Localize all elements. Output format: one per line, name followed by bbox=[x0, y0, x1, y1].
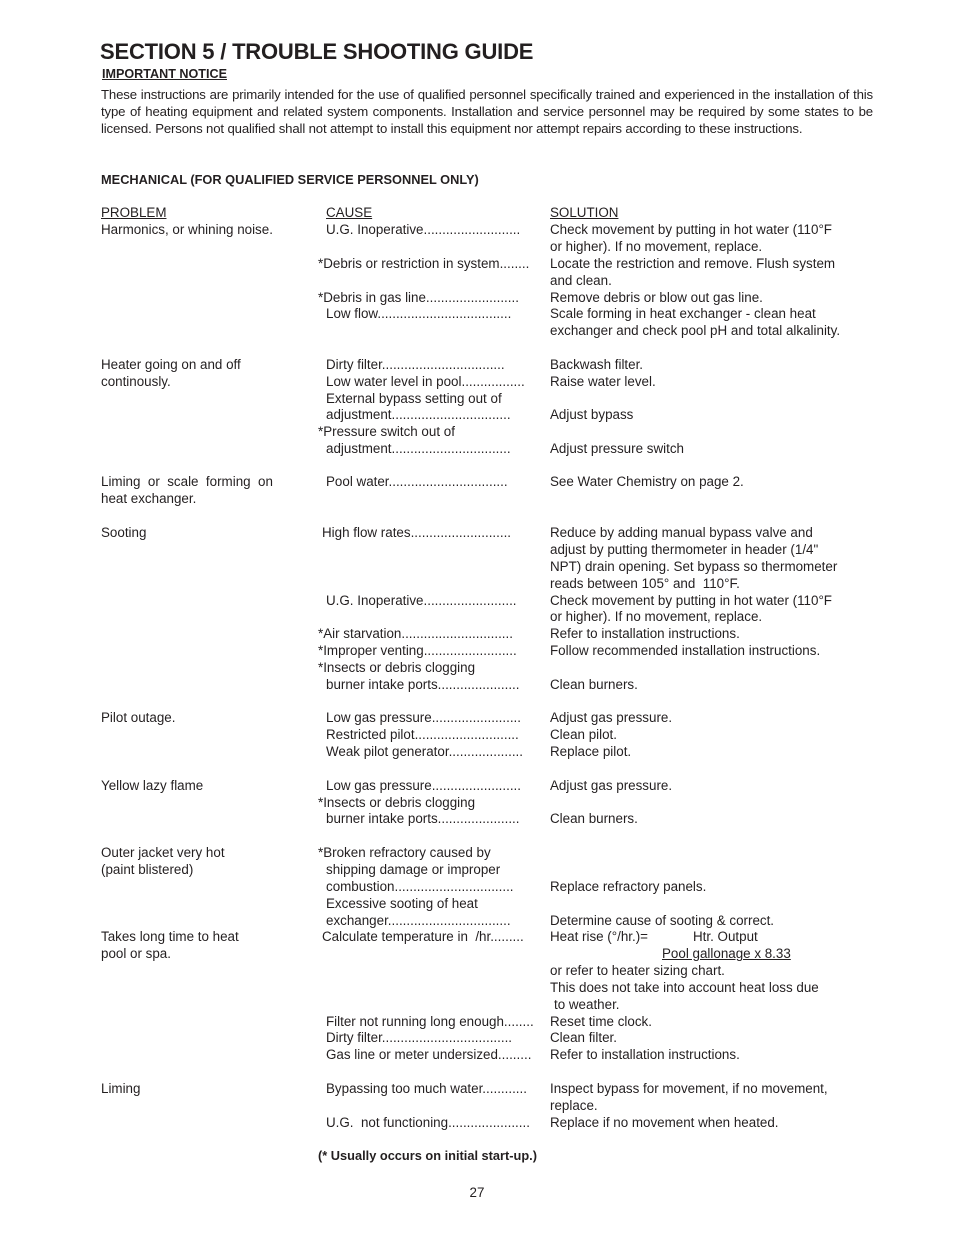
cause-text: Calculate temperature in /hr......... bbox=[322, 929, 524, 944]
heat-rise-denominator: Pool gallonage x 8.33 bbox=[662, 946, 791, 961]
heat-rise-numerator: Htr. Output bbox=[693, 929, 758, 944]
cause-text: Dirty filter................................... bbox=[326, 1030, 513, 1045]
problem-text: Takes long time to heat bbox=[101, 929, 239, 944]
cause-text: exchanger................................. bbox=[326, 913, 511, 928]
cause-text: *Pressure switch out of bbox=[318, 424, 455, 439]
solution-text: Backwash filter. bbox=[550, 357, 644, 372]
page-number: 27 bbox=[469, 1185, 485, 1200]
solution-text: Raise water level. bbox=[550, 374, 656, 389]
cause-text: *Debris in gas line......................... bbox=[318, 290, 519, 305]
solution-text: Follow recommended installation instructions. bbox=[550, 643, 821, 658]
solution-text: Reset time clock. bbox=[550, 1014, 652, 1029]
solution-text: Remove debris or blow out gas line. bbox=[550, 290, 763, 305]
solution-text: Adjust bypass bbox=[550, 407, 634, 422]
important-notice-heading: IMPORTANT NOTICE bbox=[102, 67, 227, 81]
cause-text: *Air starvation.............................. bbox=[318, 626, 513, 641]
cause-text: External bypass setting out of bbox=[326, 391, 502, 406]
solution-text: Clean burners. bbox=[550, 677, 638, 692]
cause-text: *Broken refractory caused by bbox=[318, 845, 491, 860]
cause-column-header: CAUSE bbox=[326, 205, 373, 220]
problem-text: Liming bbox=[101, 1081, 141, 1096]
solution-text: or higher). If no movement, replace. bbox=[550, 609, 763, 624]
cause-text: Low flow.................................... bbox=[326, 306, 512, 321]
solution-text: Clean pilot. bbox=[550, 727, 617, 742]
problem-text: (paint blistered) bbox=[101, 862, 194, 877]
solution-text: Replace if no movement when heated. bbox=[550, 1115, 779, 1130]
problem-text: Pilot outage. bbox=[101, 710, 176, 725]
cause-text: Gas line or meter undersized......... bbox=[326, 1047, 532, 1062]
cause-text: Dirty filter................................. bbox=[326, 357, 505, 372]
page-title: SECTION 5 / TROUBLE SHOOTING GUIDE bbox=[100, 39, 534, 64]
cause-text: *Improper venting......................... bbox=[318, 643, 517, 658]
solution-text: adjust by putting thermometer in header (1/4" bbox=[550, 542, 819, 557]
solution-text: Determine cause of sooting & correct. bbox=[550, 913, 775, 928]
solution-text: exchanger and check pool pH and total alkalinity. bbox=[550, 323, 841, 338]
cause-text: adjustment................................ bbox=[326, 407, 511, 422]
problem-text: Harmonics, or whining noise. bbox=[101, 222, 273, 237]
solution-text: Reduce by adding manual bypass valve and bbox=[550, 525, 813, 540]
solution-text: Clean burners. bbox=[550, 811, 638, 826]
solution-text: Adjust gas pressure. bbox=[550, 710, 673, 725]
solution-text: and clean. bbox=[550, 273, 612, 288]
solution-text: Replace refractory panels. bbox=[550, 879, 707, 894]
solution-text: or higher). If no movement, replace. bbox=[550, 239, 763, 254]
solution-text: Check movement by putting in hot water (110°F bbox=[550, 222, 832, 237]
solution-text: Scale forming in heat exchanger - clean heat bbox=[550, 306, 816, 321]
solution-text: Refer to installation instructions. bbox=[550, 1047, 740, 1062]
solution-text: See Water Chemistry on page 2. bbox=[550, 474, 744, 489]
solution-text: Adjust gas pressure. bbox=[550, 778, 673, 793]
problem-text: heat exchanger. bbox=[101, 491, 197, 506]
cause-text: Low gas pressure........................ bbox=[326, 778, 521, 793]
cause-text: Excessive sooting of heat bbox=[326, 896, 478, 911]
cause-text: *Insects or debris clogging bbox=[318, 795, 476, 810]
cause-text: shipping damage or improper bbox=[326, 862, 501, 877]
cause-text: Filter not running long enough........ bbox=[326, 1014, 534, 1029]
solution-text: Inspect bypass for movement, if no movement, bbox=[550, 1081, 828, 1096]
solution-text: to weather. bbox=[554, 997, 620, 1012]
solution-text: replace. bbox=[550, 1098, 598, 1113]
solution-text: NPT) drain opening. Set bypass so thermometer bbox=[550, 559, 838, 574]
solution-text: This does not take into account heat loss due bbox=[550, 980, 819, 995]
cause-text: U.G. not functioning...................... bbox=[326, 1115, 530, 1130]
solution-text: Replace pilot. bbox=[550, 744, 632, 759]
cause-text: adjustment................................ bbox=[326, 441, 511, 456]
solution-text: Adjust pressure switch bbox=[550, 441, 684, 456]
cause-text: Low gas pressure........................ bbox=[326, 710, 521, 725]
footnote: (* Usually occurs on initial start-up.) bbox=[318, 1148, 538, 1163]
cause-text: U.G. Inoperative.......................... bbox=[326, 222, 521, 237]
solution-text: or refer to heater sizing chart. bbox=[550, 963, 725, 978]
cause-text: burner intake ports...................... bbox=[326, 677, 520, 692]
problem-text: Liming or scale forming on bbox=[101, 474, 273, 489]
problem-text: continously. bbox=[101, 374, 171, 389]
solution-text: Locate the restriction and remove. Flush system bbox=[550, 256, 836, 271]
problem-text: Outer jacket very hot bbox=[101, 845, 225, 860]
cause-text: High flow rates........................... bbox=[322, 525, 512, 540]
problem-text: Heater going on and off bbox=[101, 357, 241, 372]
cause-text: Pool water................................ bbox=[326, 474, 508, 489]
solution-text: reads between 105° and 110°F. bbox=[550, 576, 740, 591]
cause-text: Low water level in pool................. bbox=[326, 374, 525, 389]
solution-text: Clean filter. bbox=[550, 1030, 617, 1045]
mechanical-heading: MECHANICAL (FOR QUALIFIED SERVICE PERSONNEL ONLY) bbox=[101, 172, 479, 187]
solution-text: Check movement by putting in hot water (110°F bbox=[550, 593, 832, 608]
solution-column-header: SOLUTION bbox=[550, 205, 619, 220]
cause-text: burner intake ports...................... bbox=[326, 811, 520, 826]
cause-text: *Debris or restriction in system........ bbox=[318, 256, 530, 271]
cause-text: U.G. Inoperative......................... bbox=[326, 593, 517, 608]
problem-text: pool or spa. bbox=[101, 946, 171, 961]
solution-text: Heat rise (°/hr.)= bbox=[550, 929, 649, 944]
cause-text: Restricted pilot............................ bbox=[326, 727, 519, 742]
problem-text: Yellow lazy flame bbox=[101, 778, 204, 793]
cause-text: Bypassing too much water............ bbox=[326, 1081, 527, 1096]
problem-text: Sooting bbox=[101, 525, 147, 540]
cause-text: combustion................................ bbox=[326, 879, 514, 894]
solution-text: Refer to installation instructions. bbox=[550, 626, 740, 641]
cause-text: Weak pilot generator.................... bbox=[326, 744, 523, 759]
important-notice-text: These instructions are primarily intended for the use of qualified personnel specifically trained and experienced in the installation of this type of heating equipment and related system components. Installation and service personnel may be required by some states to be licensed. Persons not qualified shall not attempt to install this equipment nor attempt repairs according to these instructions. bbox=[101, 87, 873, 136]
problem-column-header: PROBLEM bbox=[101, 205, 167, 220]
cause-text: *Insects or debris clogging bbox=[318, 660, 476, 675]
